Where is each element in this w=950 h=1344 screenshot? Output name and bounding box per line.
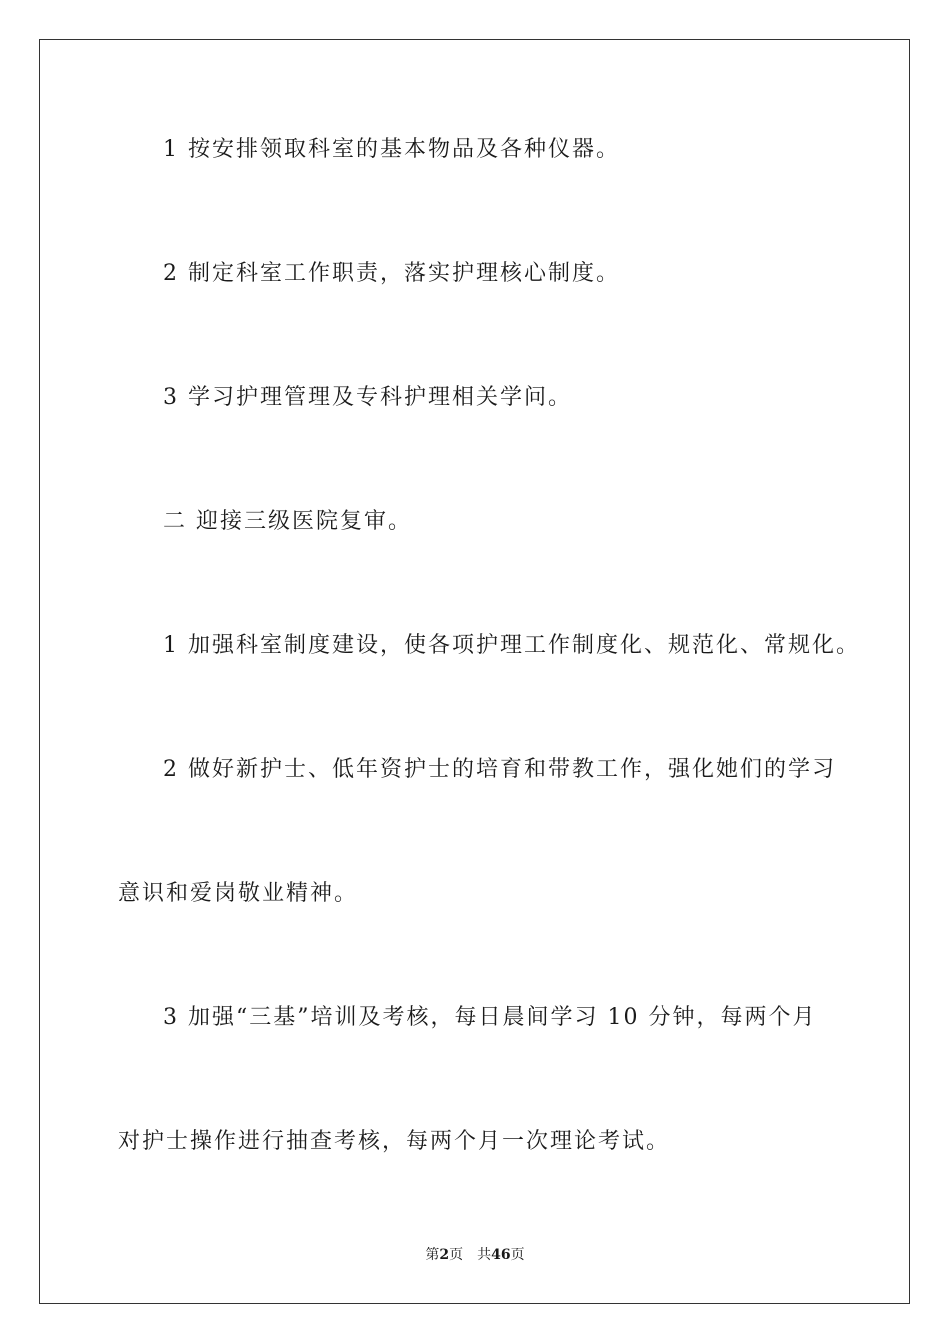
paragraph-4: 1 加强科室制度建设，使各项护理工作制度化、规范化、常规化。 bbox=[163, 633, 860, 658]
paragraph-5-line-1: 2 做好新护士、低年资护士的培育和带教工作，强化她们的学习 bbox=[163, 757, 836, 782]
page-border bbox=[39, 39, 910, 1304]
total-suffix: 页 bbox=[510, 1247, 525, 1263]
total-pages: 46 bbox=[491, 1247, 511, 1263]
paragraph-1: 1 按安排领取科室的基本物品及各种仪器。 bbox=[163, 137, 620, 162]
page-number: 2 bbox=[439, 1247, 450, 1263]
paragraph-5-line-2: 意识和爱岗敬业精神。 bbox=[118, 881, 359, 906]
page-prefix: 第 bbox=[425, 1247, 440, 1263]
section-heading: 二 迎接三级医院复审。 bbox=[163, 509, 412, 534]
paragraph-3: 3 学习护理管理及专科护理相关学问。 bbox=[163, 385, 572, 410]
paragraph-6-line-1: 3 加强“三基”培训及考核，每日晨间学习 10 分钟，每两个月 bbox=[163, 1005, 817, 1030]
page-suffix: 页 bbox=[449, 1247, 464, 1263]
paragraph-2: 2 制定科室工作职责，落实护理核心制度。 bbox=[163, 261, 620, 286]
page-footer bbox=[0, 1246, 950, 1264]
total-prefix: 共 bbox=[477, 1247, 492, 1263]
paragraph-6-line-2: 对护士操作进行抽查考核，每两个月一次理论考试。 bbox=[118, 1129, 671, 1154]
